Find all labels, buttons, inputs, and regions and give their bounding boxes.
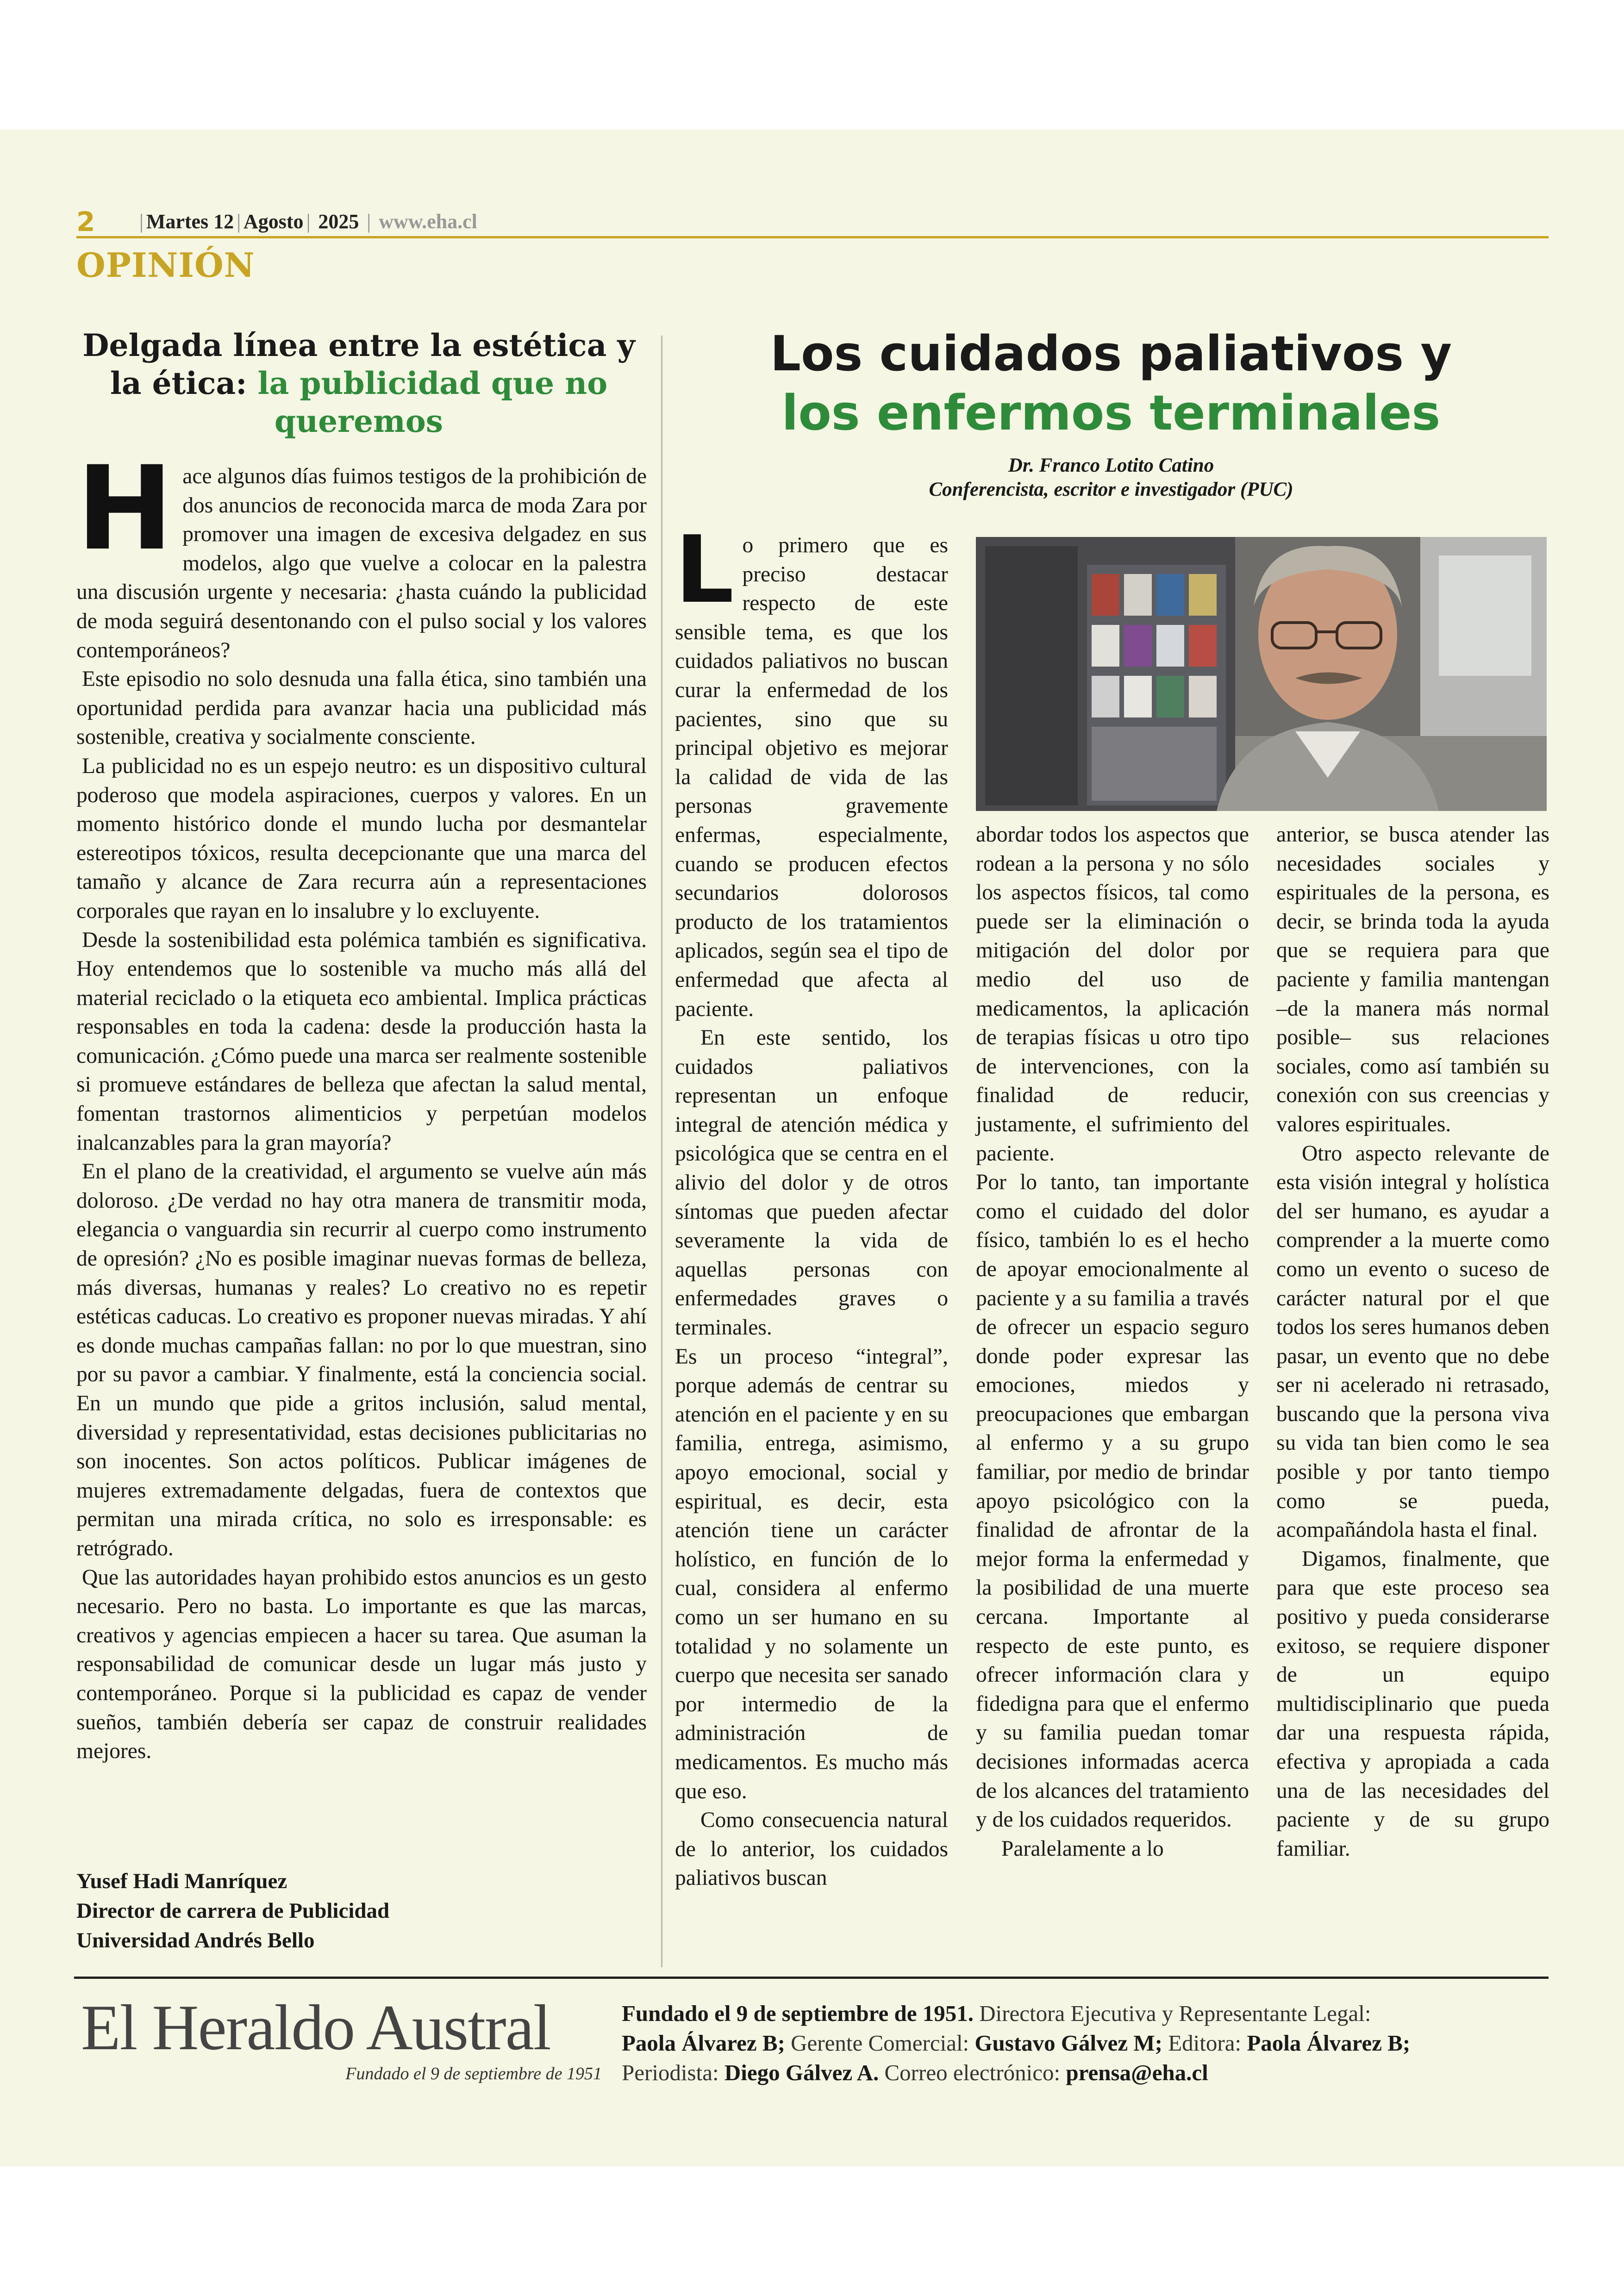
section-title: OPINIÓN [76, 245, 255, 285]
paragraph: En este sentido, los cuidados paliativos representan un enfoque integral de atención médica y psicológica que se centra en el alivio del dolor y de otros síntomas que pueden afectar severamente la vida de aquellas personas con enfermedades graves o terminales. [675, 1026, 948, 1340]
right-title-green: los enfermos terminales [781, 385, 1441, 441]
website-link[interactable]: www.eha.cl [379, 210, 477, 233]
author-photo [976, 537, 1547, 811]
director-label: Directora Ejecutiva y Representante Legal: [979, 2001, 1371, 2026]
paragraph: abordar todos los aspectos que rodean a la persona y no sólo los aspectos físicos, tal como puede ser la eliminación o mitigación del dolor por medio del uso de medicamentos, la aplicación de terapias físicas u otro tipo de intervenciones, con la finalidad de reducir, justamente, el sufrimiento del paciente. [976, 823, 1249, 1166]
paragraph: Digamos, finalmente, que para que este proceso sea positivo y pueda considerarse exitoso, se requiere disponer de un equipo multidisciplinario que pueda dar una respuesta rápida, efectiva y apropiada a cada una de las necesidades del paciente y de su grupo familiar. [1276, 1547, 1549, 1861]
journalist-name: Diego Gálvez A. [724, 2060, 879, 2085]
editor-label: Editora: [1168, 2030, 1242, 2056]
logo-founded-tagline: Fundado el 9 de septiembre de 1951 [345, 2064, 602, 2083]
right-article-title [676, 324, 1546, 443]
issue-month: Agosto [244, 210, 304, 233]
editor-name: Paola Álvarez B; [1247, 2030, 1411, 2056]
paragraph: Por lo tanto, tan importante como el cuidado del dolor físico, también lo es el hecho de apoyar emocionalmente al paciente y a su familia a través de ofrecer un espacio seguro donde poder expresar las emociones, miedos y preocupaciones que embargan al enfermo y a su grupo familiar, por medio de brindar apoyo psicológico con la finalidad de afrontar de la mejor forma la enfermedad y la posibilidad de una muerte cercana. Importante al respecto de este punto, es ofrecer información clara y fidedigna para que el enfermo y su familia puedan tomar decisiones informadas acerca de los alcances del tratamiento y de los cuidados requeridos. [976, 1170, 1249, 1832]
manager-name: Gustavo Gálvez M; [974, 2030, 1162, 2056]
director-name: Paola Álvarez B; [622, 2030, 785, 2056]
author-name: Yusef Hadi Manríquez [76, 1869, 287, 1893]
manager-label: Gerente Comercial: [791, 2030, 969, 2056]
journalist-label: Periodista: [622, 2060, 719, 2085]
drop-cap: H [76, 441, 174, 576]
right-article-byline [676, 454, 1546, 502]
paragraph: Es un proceso “integral”, porque además de centrar su atención en el paciente y en su familia, entrega, asimismo, apoyo emocional, social y espiritual, es decir, esta atención tiene un carácter holístico, en función de lo cual, considera al enfermo como un ser humano en su totalidad y no solamente un cuerpo que necesita ser sanado por intermedio de la administración de medicamentos. Es mucho más que eso. [675, 1344, 948, 1803]
left-article-signature [76, 1866, 389, 1955]
paragraph: Desde la sostenibilidad esta polémica también es significativa. Hoy entendemos que lo sostenible va mucho más allá del material reciclado o la etiqueta eco ambiental. Implica prácticas responsables en toda la cadena: desde la producción hasta la comunicación. ¿Cómo puede una marca ser realmente sostenible si promueve estándares de belleza que afectan la salud mental, fomentan trastornos alimenticios y perpetúan modelos inalcanzables para la gran mayoría? [76, 928, 647, 1155]
column-divider [661, 336, 662, 1967]
paragraph: Otro aspecto relevante de esta visión integral y holística del ser humano, es ayudar a comprender a la muerte como como un evento o suceso de carácter natural por el que todos los seres humanos deben pasar, un evento que no debe ser ni acelerado ni retrasado, buscando que la persona viva su vida tan bien como le sea posible y por tanto tiempo como se pueda, acompañándola hasta el final. [1276, 1141, 1549, 1542]
author-role: Director de carrera de Publicidad [76, 1899, 390, 1923]
email-label: Correo electrónico: [884, 2060, 1061, 2085]
founded-text: Fundado el 9 de septiembre de 1951. [622, 2001, 974, 2026]
paragraph: anterior, se busca atender las necesidades sociales y espirituales de la persona, es decir, se brinda toda la ayuda que se requiera para que paciente y familia mantengan –de la manera más normal posible– sus relaciones sociales, como así también su conexión con sus creencias y valores espirituales. [1276, 823, 1549, 1136]
author-org: Universidad Andrés Bello [76, 1928, 315, 1952]
logo-text: El Heraldo Austral [81, 1992, 550, 2064]
left-article-body [76, 441, 647, 1766]
paragraph: Este episodio no solo desnuda una falla ética, sino también una oportunidad perdida para avanzar hacia una publicidad más sostenible, creativa y socialmente consciente. [76, 667, 647, 749]
left-title-green: la publicidad que no queremos [257, 365, 608, 439]
byline-author: Dr. Franco Lotito Catino [1008, 455, 1214, 476]
drop-cap: L [675, 516, 734, 624]
page-number: 2 [76, 206, 95, 237]
issue-date: | Martes 12 | Agosto | 2025 | www.eha.cl [139, 210, 477, 233]
footer-rule [74, 1977, 1549, 1979]
paragraph: Paralelamente a lo [1001, 1836, 1164, 1861]
left-article-title [74, 326, 643, 440]
paragraph: Lo primero que es preciso destacar respecto de este sensible tema, es que los cuidados paliativos no buscan curar la enfermedad de los pacientes, sino que su principal objetivo es mejorar la calidad de vida de las personas gravemente enfermas, especialmente, cuando se producen efectos secundarios dolorosos producto de los tratamientos aplicados, según sea el tipo de enfermedad que afecta al paciente. [675, 516, 948, 1021]
right-article-column-1 [675, 516, 948, 1893]
issue-year: 2025 [318, 210, 359, 233]
newspaper-logo [81, 1986, 602, 2083]
right-article-column-2 [976, 820, 1249, 1863]
paragraph: Como consecuencia natural de lo anterior, los cuidados paliativos buscan [675, 1808, 948, 1890]
email-link[interactable]: prensa@eha.cl [1066, 2060, 1208, 2085]
right-title-black: Los cuidados paliativos y [770, 325, 1452, 382]
paragraph: Hace algunos días fuimos testigos de la prohibición de dos anuncios de reconocida marca de moda Zara por promover una imagen de excesiva delgadez en sus modelos, algo que vuelve a colocar en la palestra una discusión urgente y necesaria: ¿hasta cuándo la publicidad de moda seguirá desentonando con el pulso social y los valores contemporáneos? [76, 441, 647, 662]
left-title-black: Delgada línea entre la estética y la ética: [82, 327, 635, 401]
right-article-column-3 [1276, 820, 1549, 1863]
masthead-info [622, 1999, 1548, 2088]
paragraph: En el plano de la creatividad, el argumento se vuelve aún más doloroso. ¿De verdad no hay otra manera de transmitir moda, elegancia o vanguardia sin recurrir al cuerpo como instrumento de opresión? ¿No es posible imaginar nuevas formas de belleza, más diversas, humanas y reales? Lo creativo no es repetir estéticas caducas. Lo creativo es proponer nuevas miradas. Y ahí es donde muchas campañas fallan: no por lo que muestran, sino por su pavor a cambiar. Y finalmente, está la conciencia social. En un mundo que pide a gritos inclusión, salud mental, diversidad y representatividad, estas decisiones publicitarias no son inocentes. Son actos políticos. Publicar imágenes de mujeres extremadamente delgadas, fuera de contextos que permitan una mirada crítica, no solo es irresponsable: es retrógrado. [76, 1160, 647, 1560]
page-header [76, 206, 1549, 238]
paragraph: Que las autoridades hayan prohibido estos anuncios es un gesto necesario. Pero no basta. Lo importante es que las marcas, creativos y agencias empiecen a hacer su tarea. Que asuman la responsabilidad de comunicar desde un lugar más justo y contemporáneo. Porque si la publicidad es capaz de vender sueños, también debería ser capaz de construir realidades mejores. [76, 1565, 647, 1764]
issue-weekday-day: Martes 12 [146, 210, 234, 233]
byline-role: Conferencista, escritor e investigador (PUC) [929, 479, 1293, 500]
paragraph: La publicidad no es un espejo neutro: es un dispositivo cultural poderoso que modela aspiraciones, cuerpos y valores. En un momento histórico donde el mundo lucha por desmantelar estereotipos tóxicos, resulta decepcionante que una marca del tamaño y alcance de Zara recurra aún a representaciones corporales que rayan en lo insalubre y lo excluyente. [76, 754, 647, 923]
